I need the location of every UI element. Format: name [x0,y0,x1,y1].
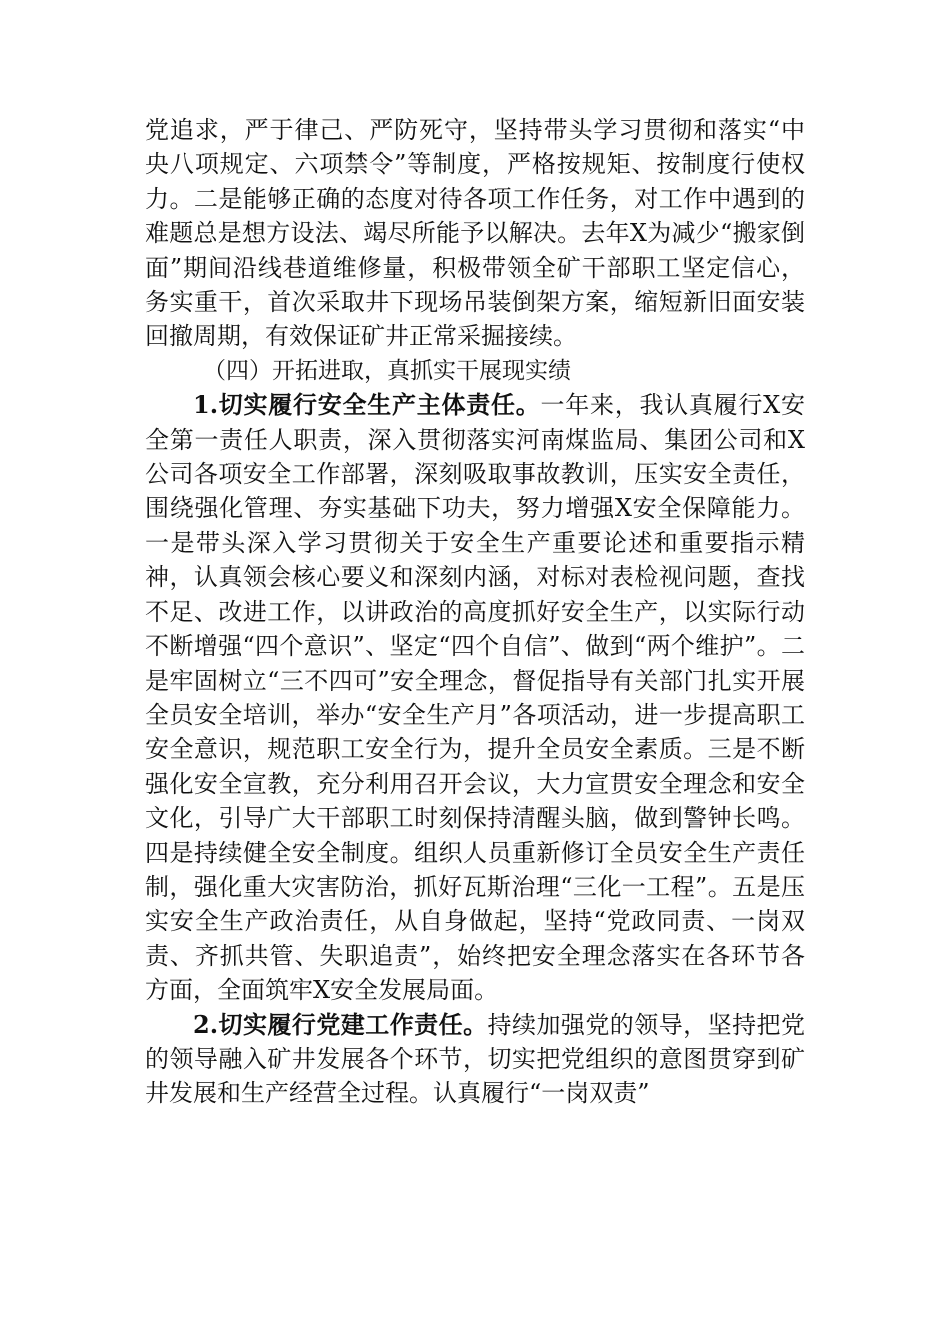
document-page [145,113,805,1111]
paragraph-continuation: 党追求，严于律己、严防死守，坚持带头学习贯彻和落实“中央八项规定、六项禁令”等制度，严格按规矩、按制度行使权力。二是能够正确的态度对待各项工作任务，对工作中遇到的难题总是想方设法、竭尽所能予以解决。去年X为减少“搬家倒面”期间沿线巷道维修量，积极带领全矿干部职工坚定信心，务实重干，首次采取井下现场吊装倒架方案，缩短新旧面安装回撤周期，有效保证矿井正常采掘接续。 [145,116,805,351]
item-2-heading: 2.切实履行党建工作责任。 [193,1009,488,1039]
paragraph-item-2 [145,1008,805,1111]
item-1-heading: 1.切实履行安全生产主体责任。 [193,390,541,420]
item-2-body: 持续加强党的领导，坚持把党的领导融入矿井发展各个环节，切实把党组织的意图贯穿到矿井发展和生产经营全过程。认真履行“一岗双责” [145,1010,805,1108]
section-heading-4: （四）开拓进取，真抓实干展现实绩 [203,357,571,384]
paragraph-item-1 [145,388,805,1007]
item-1-body: 一年来，我认真履行X安全第一责任人职责，深入贯彻落实河南煤监局、集团公司和X公司各项安全工作部署，深刻吸取事故教训，压实安全责任，围绕强化管理、夯实基础下功夫，努力增强X安全保障能力。一是带头深入学习贯彻关于安全生产重要论述和重要指示精神，认真领会核心要义和深刻内涵，对标对表检视问题，查找不足、改进工作，以讲政治的高度抓好安全生产，以实际行动不断增强“四个意识”、坚定“四个自信”、做到“两个维护”。二是牢固树立“三不四可”安全理念，督促指导有关部门扎实开展全员安全培训，举办“安全生产月”各项活动，进一步提高职工安全意识，规范职工安全行为，提升全员安全素质。三是不断强化安全宣教，充分利用召开会议，大力宣贯安全理念和安全文化，引导广大干部职工时刻保持清醒头脑，做到警钟长鸣。四是持续健全安全制度。组织人员重新修订全员安全生产责任制，强化重大灾害防治，抓好瓦斯治理“三化一工程”。五是压实安全生产政治责任，从自身做起，坚持“党政同责、一岗双责、齐抓共管、失职追责”，始终把安全理念落实在各环节各方面，全面筑牢X安全发展局面。 [145,391,805,1005]
